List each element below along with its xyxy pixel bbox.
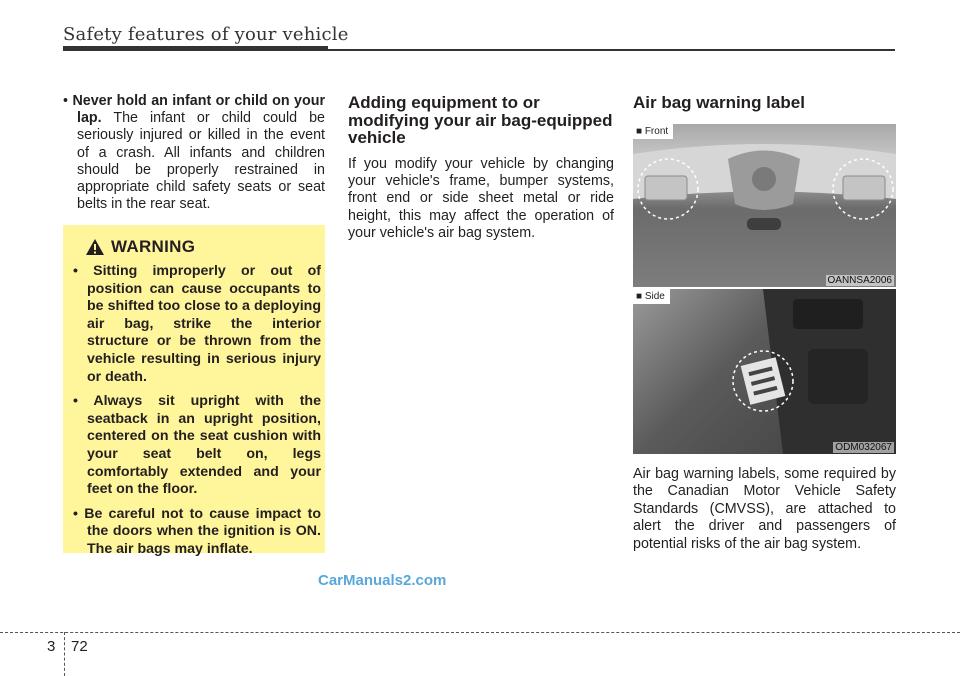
infant-bullet: • Never hold an infant or child on your lap. The infant or child could be seriously injured or killed in the event of a crash. All infants and children should be properly restrained in appropriate child safety seats or seat belts in the rear seat.: [63, 93, 326, 213]
front-photo-code: OANNSA2006: [827, 275, 892, 286]
column-3: [633, 94, 896, 121]
adding-equipment-body: If you modify your vehicle by changing your vehicle's frame, bumper systems, front end or side sheet metal or ride height, this may affect the operation of your vehicle's air bag system.: [348, 155, 614, 242]
bullet-rest: The infant or child could be seriously injured or killed in the event of a crash. All infants and children should be properly restrained in appropriate child safety seats or seat belts in the rear seat.: [77, 110, 325, 213]
warning-triangle-icon: [85, 238, 105, 256]
header-rule-thick: [63, 46, 328, 51]
column-2: [348, 94, 614, 243]
footer-rule: [0, 632, 960, 633]
warning-item: • Always sit upright with the seatback in an upright position, centered on the seat cushion with your seat belt on, legs comfortably extended and your feet on the floor.: [73, 393, 321, 498]
page-number: 72: [71, 638, 88, 655]
warning-item: • Be careful not to cause impact to the doors when the ignition is ON. The air bags may inflate.: [73, 505, 321, 557]
side-photo-label: ■ Side: [633, 289, 670, 304]
section-heading-airbag-label: Air bag warning label: [633, 93, 805, 112]
watermark: CarManuals2.com: [318, 572, 447, 589]
footer-divider: [64, 632, 65, 676]
warning-header: [85, 237, 195, 257]
column-1: [63, 93, 325, 213]
warning-box: [63, 225, 325, 557]
page-header-title: Safety features of your vehicle: [63, 24, 349, 45]
side-photo-code: ODM032067: [835, 442, 892, 453]
section-heading-adding-equipment: Adding equipment to or modifying your air bag-equipped vehicle: [348, 93, 613, 147]
front-photo-label: ■ Front: [633, 124, 673, 139]
side-airbag-label-photo: [633, 289, 896, 454]
front-airbag-label-photo: [633, 124, 896, 287]
airbag-label-body: Air bag warning labels, some required by the Canadian Motor Vehicle Safety Standards (CMVSS), are attached to alert the driver and passengers of potential risks of the air bag system.: [633, 466, 896, 552]
warning-list: [73, 263, 321, 566]
warning-item: • Sitting improperly or out of position can cause occupants to be shifted too close to a deploying air bag, strike the interior structure or be thrown from the vehicle resulting in serious injury or death.: [73, 263, 321, 385]
bullet-lead: Never hold an infant or child on your lap.: [72, 93, 326, 127]
header-rule-thin: [328, 49, 895, 51]
warning-title: WARNING: [111, 237, 196, 256]
chapter-number: 3: [47, 638, 56, 655]
